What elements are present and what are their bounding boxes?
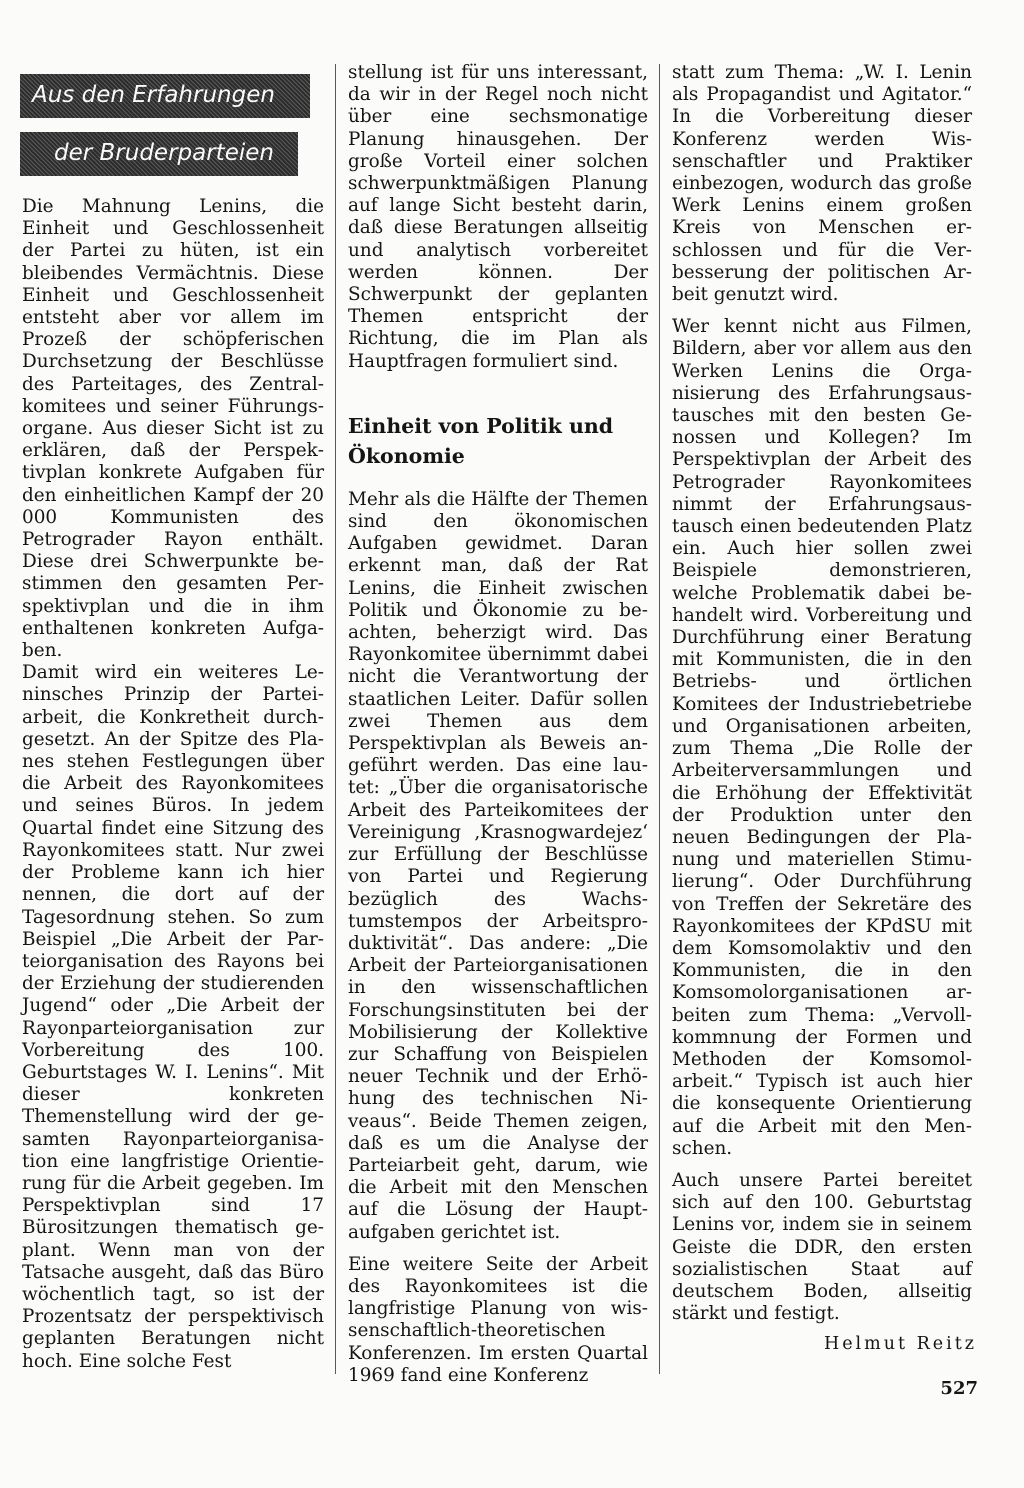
column-3-paragraph-3: Auch unsere Partei bereitet sich auf den 100. Geburtstag Lenins vor, indem sie in seinem Geiste die DDR, den ersten sozialistischen Staat auf deutschem Boden, allseitig stärkt und festigt. [672,1169,972,1325]
section-subheading: Einheit von Politik und Ökonomie [348,413,614,468]
column-3-paragraph-2: Wer kennt nicht aus Filmen, Bildern, aber vor allem aus den Werken Lenins die Organisierung des Erfahrungsaustausches mit den besten Genossen und Kollegen? Im Perspektivplan der Arbeit des Petrograder Rayonkomitees nimmt der Erfahrungsaustausch einen bedeutenden Platz ein. Auch hier sollen zwei Beispiele demonstrieren, welche Problematik dabei behandelt wird. Vorbereitung und Durchführung einer Beratung mit Kommunisten, die in den Betriebs- und örtlichen Komitees der Industriebetriebe und Organisationen arbeiten, zum Thema „Die Rolle der Arbeiterversammlungen und die Erhöhung der Effektivität der Produktion unter den neuen Bedingungen der Planung und materiellen Stimulierung“. Oder Durchführung von Treffen der Sekretäre des Rayonkomitees der KPdSU mit dem Komsomolaktiv und den Kommunisten, die in den Komsomolorganisationen arbeiten zum Thema: „Vervollkommnung der Formen und Methoden der Komsomolarbeit.“ Typisch ist auch hier die konsequente Orientierung auf die Arbeit mit den Menschen. [672,316,972,1159]
column-1-paragraph-2: Damit wird ein weiteres Leninsches Prinzip der Parteiarbeit, die Konkretheit durchgesetzt. An der Spitze des Planes stehen Festlegungen über die Arbeit des Rayonkomitees und seines Büros. In jedem Quartal findet eine Sitzung des Rayonkomitees statt. Nur zwei der Probleme kann ich hier nennen, die dort auf der Tagesordnung stehen. So zum Beispiel „Die Arbeit der Parteiorganisation des Rayons bei der Erziehung der studierenden Jugend“ oder „Die Arbeit der Rayonparteiorganisation zur Vorbereitung des 100. Geburtstages W. I. Lenins“. Mit dieser konkreten Themenstellung wird der gesamten Rayonparteiorganisation eine langfristige Orientierung für die Arbeit gegeben. Im Perspektivplan sind 17 Bürositzungen thematisch geplant. Wenn man von der Tatsache ausgeht, daß das Büro wöchentlich tagt, so ist der Prozentsatz der perspektivisch geplanten Beratungen nicht hoch. Eine solche Fest [22,662,324,1372]
section-banner-line-2: der Bruderparteien [20,132,298,176]
column-2-paragraph-1: stellung ist für uns interessant, da wir in der Regel noch nicht über eine sechsmonatige Planung hinausgehen. Der große Vorteil einer solchen schwerpunktmäßigen Planung auf lange Sicht besteht darin, daß diese Beratungen allseitig und analytisch vorbereitet werden können. Der Schwerpunkt der geplanten Themen entspricht der Richtung, die im Plan als Hauptfragen formuliert sind. [348,62,648,372]
article-column-1 [22,196,324,1373]
author-signature: Helmut Reitz [823,1334,977,1354]
column-1-paragraph-1: Die Mahnung Lenins, die Einheit und Geschlossenheit der Partei zu hüten, ist ein bleibendes Vermächtnis. Diese Einheit und Geschlossenheit entsteht aber vor allem im Prozeß der schöpferischen Durchsetzung der Beschlüsse des Parteitages, des Zentralkomitees und seiner Führungsorgane. Aus dieser Sicht ist zu erklären, daß der Perspektivplan konkrete Aufgaben für den einheitlichen Kampf der 20 000 Kommunisten des Petrograder Rayon enthält. Diese drei Schwerpunkte bestimmen den gesamten Perspektivplan und die in ihm enthaltenen konkreten Aufgaben. [22,196,324,662]
page-number: 527 [940,1378,978,1399]
column-3-paragraph-1: statt zum Thema: „W. I. Lenin als Propagandist und Agitator.“ In die Vorbereitung dieser Konferenz werden Wissenschaftler und Praktiker einbezogen, wodurch das große Werk Lenins einem großen Kreis von Menschen erschlossen und für die Verbesserung der politischen Arbeit genutzt wird. [672,62,972,306]
column-divider-right [659,64,660,1374]
article-column-3 [672,62,972,1325]
column-divider-left [335,64,336,1374]
section-banner-line-1: Aus den Erfahrungen [20,74,310,118]
column-2-paragraph-3: Eine weitere Seite der Arbeit des Rayonkomitees ist die langfristige Planung von wissenschaftlich-theoretischen Konferenzen. Im ersten Quartal 1969 fand eine Konferenz [348,1253,648,1386]
column-2-paragraph-2: Mehr als die Hälfte der Themen sind den ökonomischen Aufgaben gewidmet. Daran erkennt man, daß der Rat Lenins, die Einheit zwischen Politik und Ökonomie zu beachten, beherzigt wird. Das Rayonkomitee übernimmt dabei nicht die Verantwortung der staatlichen Leiter. Dafür sollen zwei Themen aus dem Perspektivplan als Beweis angeführt werden. Das eine lautet: „Über die organisatorische Arbeit des Parteikomitees der Vereinigung ‚Krasnogwardejez‘ zur Erfüllung der Beschlüsse von Partei und Regierung bezüglich des Wachstumstempos der Arbeitsproduktivität“. Das andere: „Die Arbeit der Parteiorganisationen in den wissenschaftlichen Forschungsinstituten bei der Mobilisierung der Kollektive zur Schaffung von Beispielen neuer Technik und der Erhöhung des technischen Niveaus“. Beide Themen zeigen, daß es um die Analyse der Parteiarbeit geht, darum, wie die Arbeit mit den Menschen auf die Lösung der Hauptaufgaben gerichtet ist. [348,488,648,1243]
article-column-2 [348,62,648,1387]
